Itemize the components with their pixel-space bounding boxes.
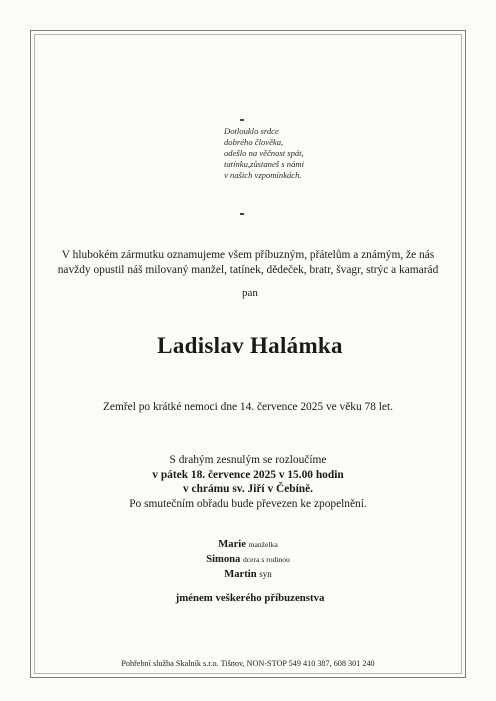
- pan-label: pan: [242, 287, 258, 299]
- on-behalf: jménem veškerého příbuzenstva: [175, 592, 325, 604]
- funeral-info: [60, 453, 436, 511]
- poem-line: dobrého člověka,: [224, 137, 284, 147]
- funeral-after: Po smutečním obřadu bude převezen ke zpopelnění.: [129, 497, 367, 510]
- family-member-relation: dcera s rodinou: [243, 554, 290, 564]
- poem-line: tatínku,zůstaneš s námi: [224, 159, 304, 169]
- family-member-name: Simona: [206, 553, 241, 565]
- poem: [224, 126, 374, 181]
- announcement: [46, 248, 450, 278]
- family-member-name: Marie: [218, 539, 246, 550]
- divider-mark-top: [240, 119, 244, 121]
- funeral-intro: S drahým zesnulým se rozloučíme: [169, 454, 327, 466]
- funeral-place: v chrámu sv. Jiří v Čebíně.: [182, 483, 314, 495]
- funeral-datetime: v pátek 18. července 2025 v 15.00 hodin: [152, 468, 344, 481]
- poem-line: Dotlouklo srdce: [224, 126, 279, 136]
- family-member-name: Martin: [224, 569, 257, 580]
- family-member: [120, 553, 376, 568]
- family-member-relation: manželka: [248, 540, 278, 549]
- family-list: [120, 538, 376, 583]
- poem-line: odešlo na věčnost spát,: [224, 148, 304, 158]
- family-member-relation: syn: [259, 569, 272, 579]
- divider-mark-bottom: [240, 213, 244, 215]
- announcement-line: V hlubokém zármutku oznamujeme všem příbuzným, přátelům a známým, že nás: [61, 249, 435, 261]
- family-member: [120, 567, 376, 583]
- death-notice: Zemřel po krátké nemoci dne 14. července 2025 ve věku 78 let.: [102, 401, 394, 413]
- poem-line: v našich vzpomínkách.: [224, 170, 302, 180]
- footer: Pohřební služba Skalník s.r.o. Tišnov, NON-STOP 549 410 387, 608 301 240: [121, 659, 375, 668]
- family-member: [120, 538, 376, 553]
- deceased-name: Ladislav Halámka: [157, 333, 343, 358]
- announcement-line: navždy opustil náš milovaný manžel, tatínek, dědeček, bratr, švagr, strýc a kamarád: [57, 264, 439, 276]
